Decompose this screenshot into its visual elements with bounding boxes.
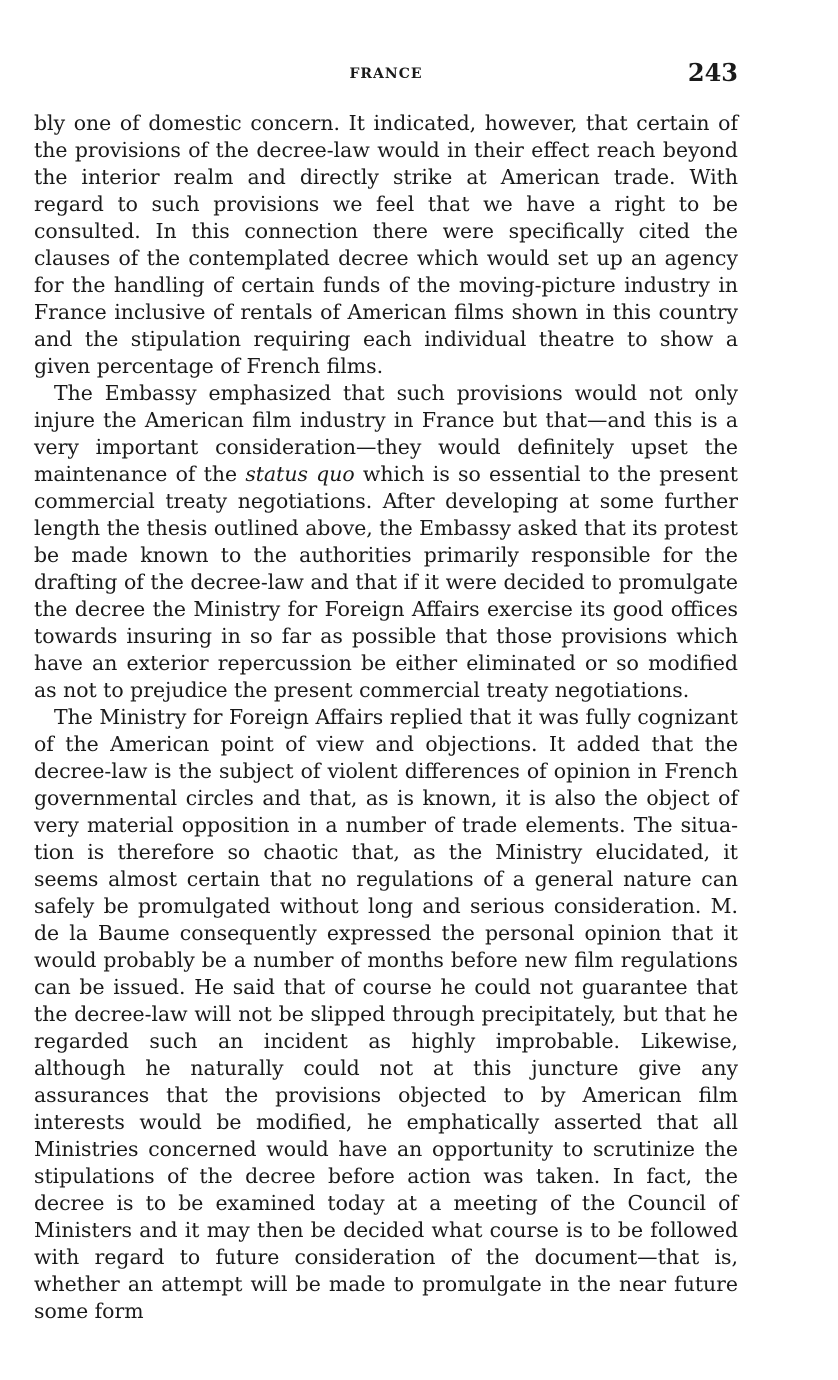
paragraph-2 [34, 380, 738, 704]
italic-phrase: status quo [245, 462, 355, 486]
page-number: 243 [687, 58, 738, 87]
paragraph-2-text-after: which is so essential to the present commercial treaty negotiations. After developing at some further length the thesis outlined above, the Embassy asked that its protest be made known to the authorities primarily responsible for the drafting of the decree-law and that if it were decided to promulgate the decree the Ministry for Foreign Affairs exercise its good offices towards insuring in so far as possible that those provisions which have an exterior repercussion be either eliminated or so modified as not to prejudice the present commercial treaty negotiations. [34, 462, 738, 702]
running-head: FRANCE [349, 66, 423, 82]
paragraph-3: The Ministry for Foreign Affairs replied that it was fully cognizant of the American point of view and objections. It added that the decree-law is the subject of violent differences of opinion in French governmental circles and that, as is known, it is also the object of very material opposition in a number of trade elements. The situation is therefore so chaotic that, as the Ministry elucidated, it seems almost certain that no regulations of a general nature can safely be promulgated without long and serious consideration. M. de la Baume consequently expressed the personal opinion that it would probably be a number of months before new film regulations can be issued. He said that of course he could not guarantee that the decree-law will not be slipped through precipitately, but that he regarded such an incident as highly improbable. Likewise, although he naturally could not at this juncture give any assurances that the provisions objected to by American film interests would be modified, he emphatically asserted that all Ministries concerned would have an opportunity to scrutinize the stipulations of the decree before action was taken. In fact, the decree is to be examined today at a meeting of the Council of Ministers and it may then be decided what course is to be followed with regard to future consideration of the document—that is, whether an attempt will be made to promulgate in the near future some form [34, 705, 738, 1323]
paragraph-1: bly one of domestic concern. It indicated, however, that certain of the provisions of the decree-law would in their effect reach beyond the interior realm and directly strike at American trade. With regard to such provisions we feel that we have a right to be consulted. In this connection there were specifically cited the clauses of the contemplated decree which would set up an agency for the handling of certain funds of the moving-picture industry in France inclusive of rentals of American films shown in this country and the stipulation requiring each individual theatre to show a given percentage of French films. [34, 111, 738, 378]
page-header [34, 58, 738, 92]
paragraph-2-text-before: The Embassy emphasized that such provisions would not only injure the American film industry in France but that—and this is a very important consideration—they would definitely upset the maintenance of the [34, 381, 738, 486]
body-text [34, 110, 738, 1325]
